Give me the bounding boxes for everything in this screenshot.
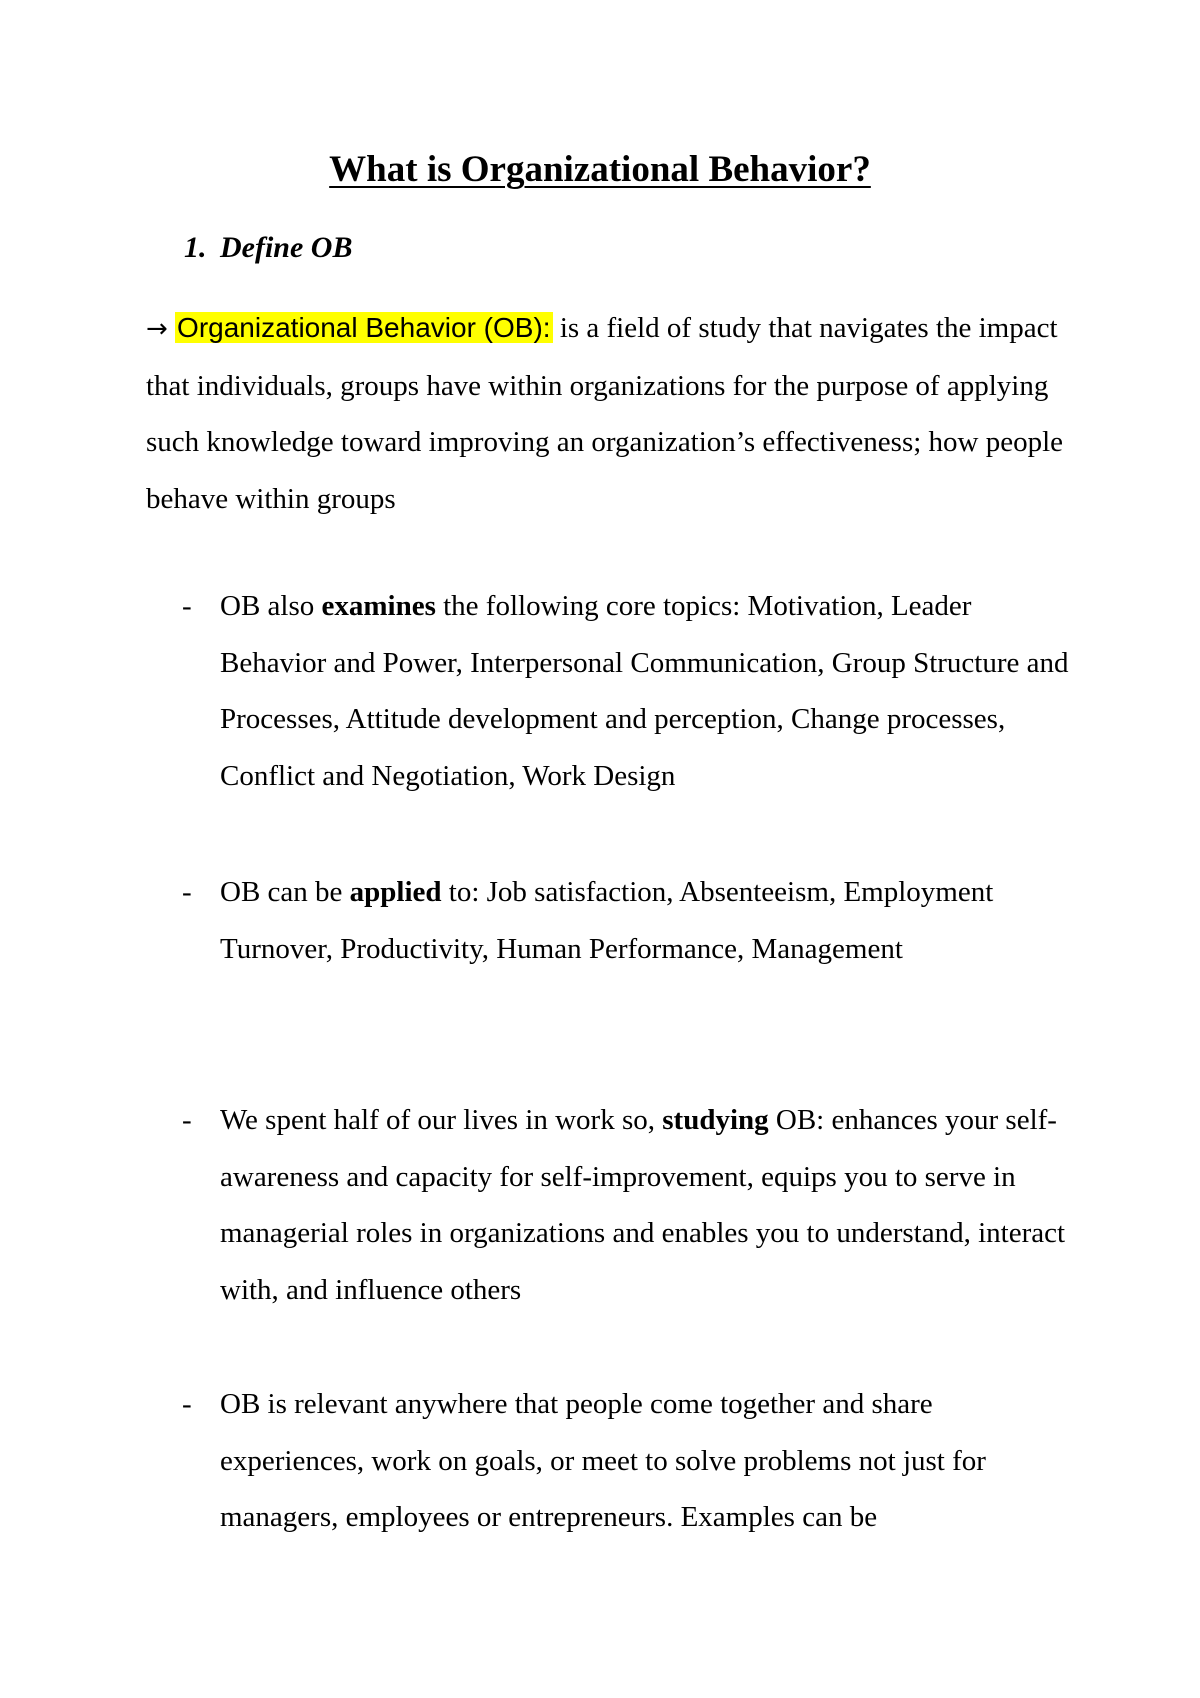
section-number: 1. [184, 231, 207, 264]
bullet-item [182, 1092, 1072, 1318]
page-title: What is Organizational Behavior? [329, 149, 871, 190]
bullet-text [220, 1376, 1072, 1546]
highlighted-term: Organizational Behavior (OB): [177, 312, 551, 343]
bullet-item [182, 864, 1072, 977]
definition-paragraph [146, 300, 1066, 527]
bullet-text-before: OB can be [220, 876, 350, 908]
bullet-text-after: the following core topics: Motivation, Leader Behavior and Power, Interpersonal Communication, Group Structure and Processes, Attitude development and perception, Change processes, Conflict and Negotiation, Work Design [220, 590, 1069, 792]
bullet-text-before: We spent half of our lives in work so, [220, 1104, 663, 1136]
bullet-text [220, 578, 1072, 804]
bullet-text-before: OB is relevant anywhere that people come together and share experiences, work on goals, or meet to solve problems not just for managers, employees or entrepreneurs. Examples can be [220, 1388, 986, 1533]
bullet-text [220, 1092, 1072, 1318]
section-heading [184, 229, 352, 267]
bullet-item [182, 578, 1072, 804]
bullet-text [220, 864, 1072, 977]
bullet-dash: - [182, 590, 192, 622]
bullet-bold-word: applied [349, 876, 442, 908]
bullet-bold-word: studying [662, 1104, 769, 1136]
section-heading-text: Define OB [220, 231, 353, 264]
bullet-bold-word: examines [321, 590, 436, 622]
bullet-item [182, 1376, 1072, 1546]
definition-text: is a field of study that navigates the impact that individuals, groups have within organizations for the purpose of applying such knowledge toward improving an organization’s effectiveness; how people behave within groups [146, 312, 1064, 515]
bullet-dash: - [182, 1388, 192, 1420]
bullet-dash: - [182, 1104, 192, 1136]
right-arrow-icon: → [146, 314, 168, 344]
bullet-text-after: to: Job satisfaction, Absenteeism, Employment Turnover, Productivity, Human Performance, Management [220, 876, 994, 965]
bullet-text-before: OB also [220, 590, 322, 622]
bullet-text-after: OB: enhances your self-awareness and capacity for self-improvement, equips you to serve in managerial roles in organizations and enables you to understand, interact with, and influence others [220, 1104, 1066, 1306]
bullet-dash: - [182, 876, 192, 908]
